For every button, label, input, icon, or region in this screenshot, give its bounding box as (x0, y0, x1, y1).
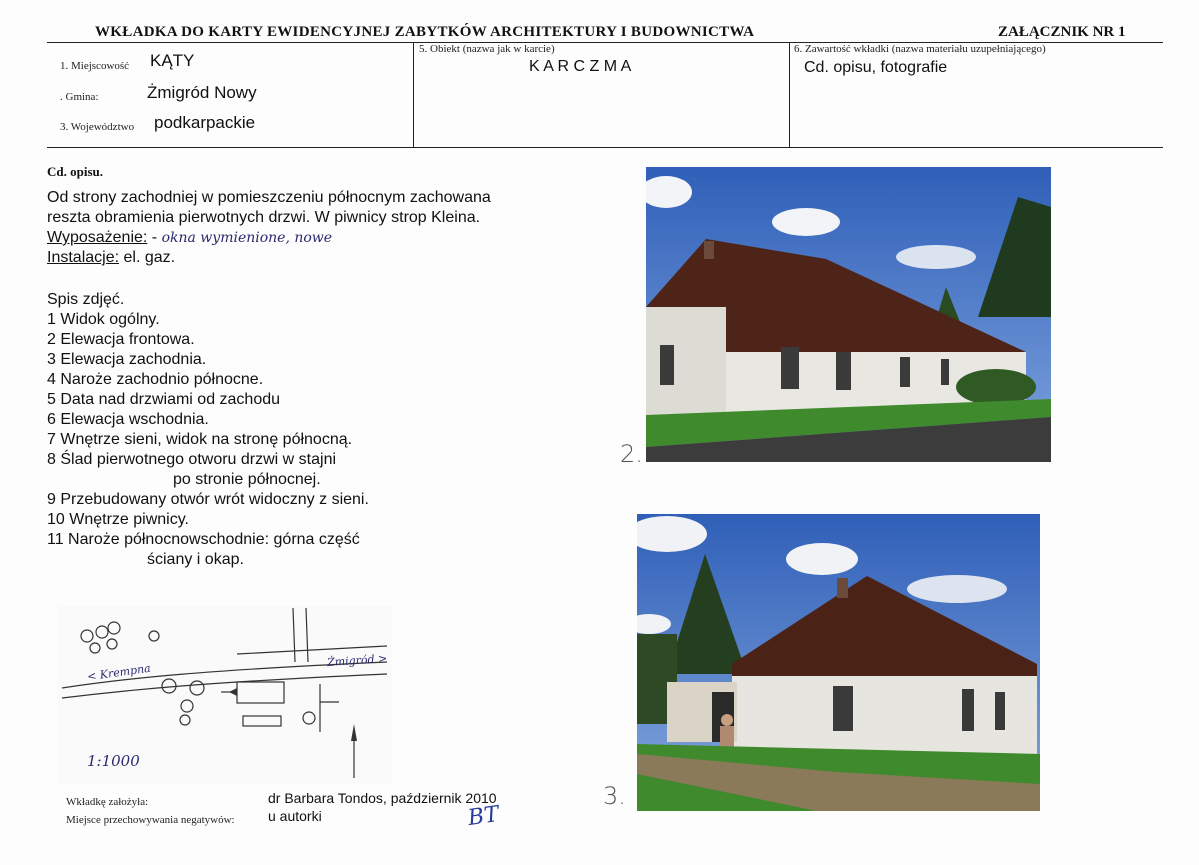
photo-front-elevation (646, 167, 1051, 462)
commune-value: Żmigród Nowy (147, 83, 257, 102)
locality-value: KĄTY (150, 51, 195, 70)
installations-label: Instalacje: (47, 249, 120, 266)
annex-label: ZAŁĄCZNIK NR 1 (998, 24, 1126, 40)
photo-list-item: 11 Naroże północnowschodnie: górna część (47, 531, 360, 548)
photo-list-item: 1 Widok ogólny. (47, 311, 160, 328)
photo3-number: 3. (603, 782, 626, 810)
sketch-right-road: Żmigród > (326, 651, 388, 670)
photo-list-item: 3 Elewacja zachodnia. (47, 351, 207, 368)
photo-west-elevation-image (637, 514, 1040, 811)
photo-list-item: 4 Naroże zachodnio północne. (47, 371, 264, 388)
description-heading: Cd. opisu. (47, 164, 103, 179)
form-title: WKŁADKA DO KARTY EWIDENCYJNEJ ZABYTKÓW ARCHITEKTURY I BUDOWNICTWA (95, 24, 755, 40)
description-block (47, 188, 607, 268)
photo-list-item: 2 Elewacja frontowa. (47, 331, 195, 348)
object-label: 5. Obiekt (nazwa jak w karcie) (419, 43, 555, 55)
equipment-dash: - (147, 229, 162, 246)
photo-list-item: 6 Elewacja wschodnia. (47, 411, 209, 428)
header-divider-2 (789, 42, 790, 147)
photo-list-item: 5 Data nad drzwiami od zachodu (47, 391, 281, 408)
content-value: Cd. opisu, fotografie (804, 59, 948, 76)
content-label: 6. Zawartość wkładki (nazwa materiału uzupełniającego) (794, 43, 1046, 55)
storage-value: u autorki (268, 808, 322, 824)
description-line-1: Od strony zachodniej w pomieszczeniu północnym zachowana (47, 189, 491, 206)
province-label: 3. Województwo (60, 121, 135, 133)
location-sketch (57, 606, 392, 784)
object-value: K A R C Z M A (529, 58, 632, 75)
photo-list-heading: Spis zdjęć. (47, 291, 125, 308)
author-value: dr Barbara Tondos, październik 2010 (268, 790, 497, 806)
installations-row (47, 248, 607, 268)
photo-list (47, 290, 607, 570)
commune-label: . Gmina: (60, 91, 99, 103)
photo-list-item-continuation: po stronie północnej. (173, 471, 321, 488)
sketch-left-road: < Krempna (86, 661, 152, 684)
description-line-2: reszta obramienia pierwotnych drzwi. W piwnicy strop Kleina. (47, 209, 481, 226)
header-bottom-line (47, 147, 1163, 148)
equipment-label: Wyposażenie: (47, 229, 148, 246)
photo2-number: 2. (620, 440, 643, 468)
storage-label: Miejsce przechowywania negatywów: (66, 814, 235, 826)
photo-list-item: 8 Ślad pierwotnego otworu drzwi w stajni (47, 451, 337, 468)
photo-west-elevation (637, 514, 1040, 811)
equipment-handwritten: okna wymienione, nowe (161, 230, 333, 246)
photo-list-item-continuation: ściany i okap. (147, 551, 244, 568)
province-value: podkarpackie (154, 113, 256, 132)
photo-list-item: 7 Wnętrze sieni, widok na stronę północną. (47, 431, 353, 448)
signature: BT (466, 801, 501, 832)
locality-label: 1. Miejscowość (60, 60, 130, 72)
equipment-row (47, 228, 607, 248)
sketch-scale: 1:1000 (87, 752, 140, 770)
photo-front-elevation-image (646, 167, 1051, 462)
header-divider-1 (413, 42, 414, 147)
photo-list-item: 9 Przebudowany otwór wrót widoczny z sieni. (47, 491, 369, 508)
installations-value: el. gaz. (119, 249, 176, 266)
author-label: Wkładkę założyła: (66, 796, 149, 808)
photo-list-item: 10 Wnętrze piwnicy. (47, 511, 189, 528)
